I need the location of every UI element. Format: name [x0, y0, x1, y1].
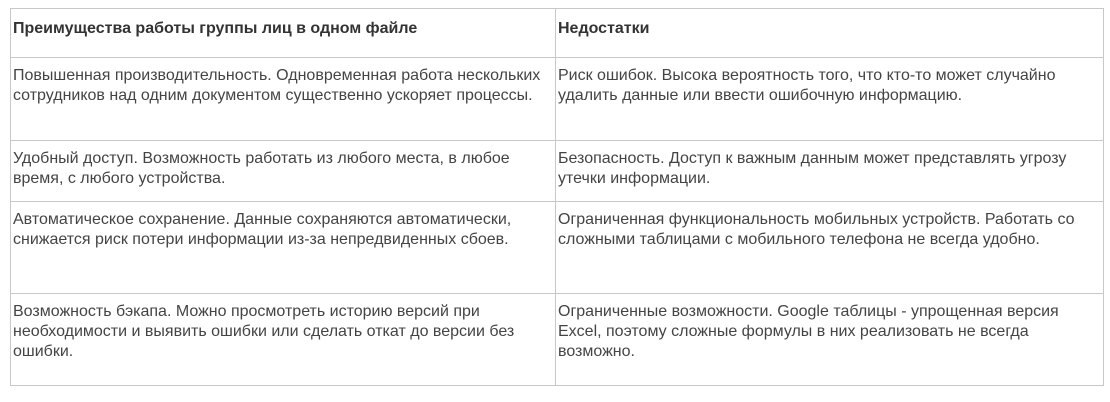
disadvantage-cell: Ограниченные возможности. Google таблицы - упрощенная версия Excel, поэтому сложные формулы в них реализовать не всегда возможно. — [556, 294, 1104, 386]
disadvantage-cell: Безопасность. Доступ к важным данным может представлять угрозу утечки информации. — [556, 141, 1104, 202]
header-disadvantages: Недостатки — [556, 9, 1104, 58]
table-header-row — [11, 9, 1104, 58]
disadvantage-cell: Ограниченная функциональность мобильных устройств. Работать со сложными таблицами с мобильного телефона не всегда удобно. — [556, 202, 1104, 294]
header-advantages: Преимущества работы группы лиц в одном файле — [11, 9, 556, 58]
advantage-cell: Повышенная производительность. Одновременная работа нескольких сотрудников над одним документом существенно ускоряет процессы. — [11, 58, 556, 141]
comparison-table — [10, 8, 1104, 386]
table-row — [11, 141, 1104, 202]
table-row — [11, 202, 1104, 294]
table-row — [11, 58, 1104, 141]
table-row — [11, 294, 1104, 386]
advantage-cell: Автоматическое сохранение. Данные сохраняются автоматически, снижается риск потери информации из-за непредвиденных сбоев. — [11, 202, 556, 294]
advantage-cell: Удобный доступ. Возможность работать из любого места, в любое время, с любого устройства. — [11, 141, 556, 202]
advantage-cell: Возможность бэкапа. Можно просмотреть историю версий при необходимости и выявить ошибки или сделать откат до версии без ошибки. — [11, 294, 556, 386]
comparison-table-wrapper — [10, 8, 1104, 386]
disadvantage-cell: Риск ошибок. Высока вероятность того, что кто-то может случайно удалить данные или ввести ошибочную информацию. — [556, 58, 1104, 141]
